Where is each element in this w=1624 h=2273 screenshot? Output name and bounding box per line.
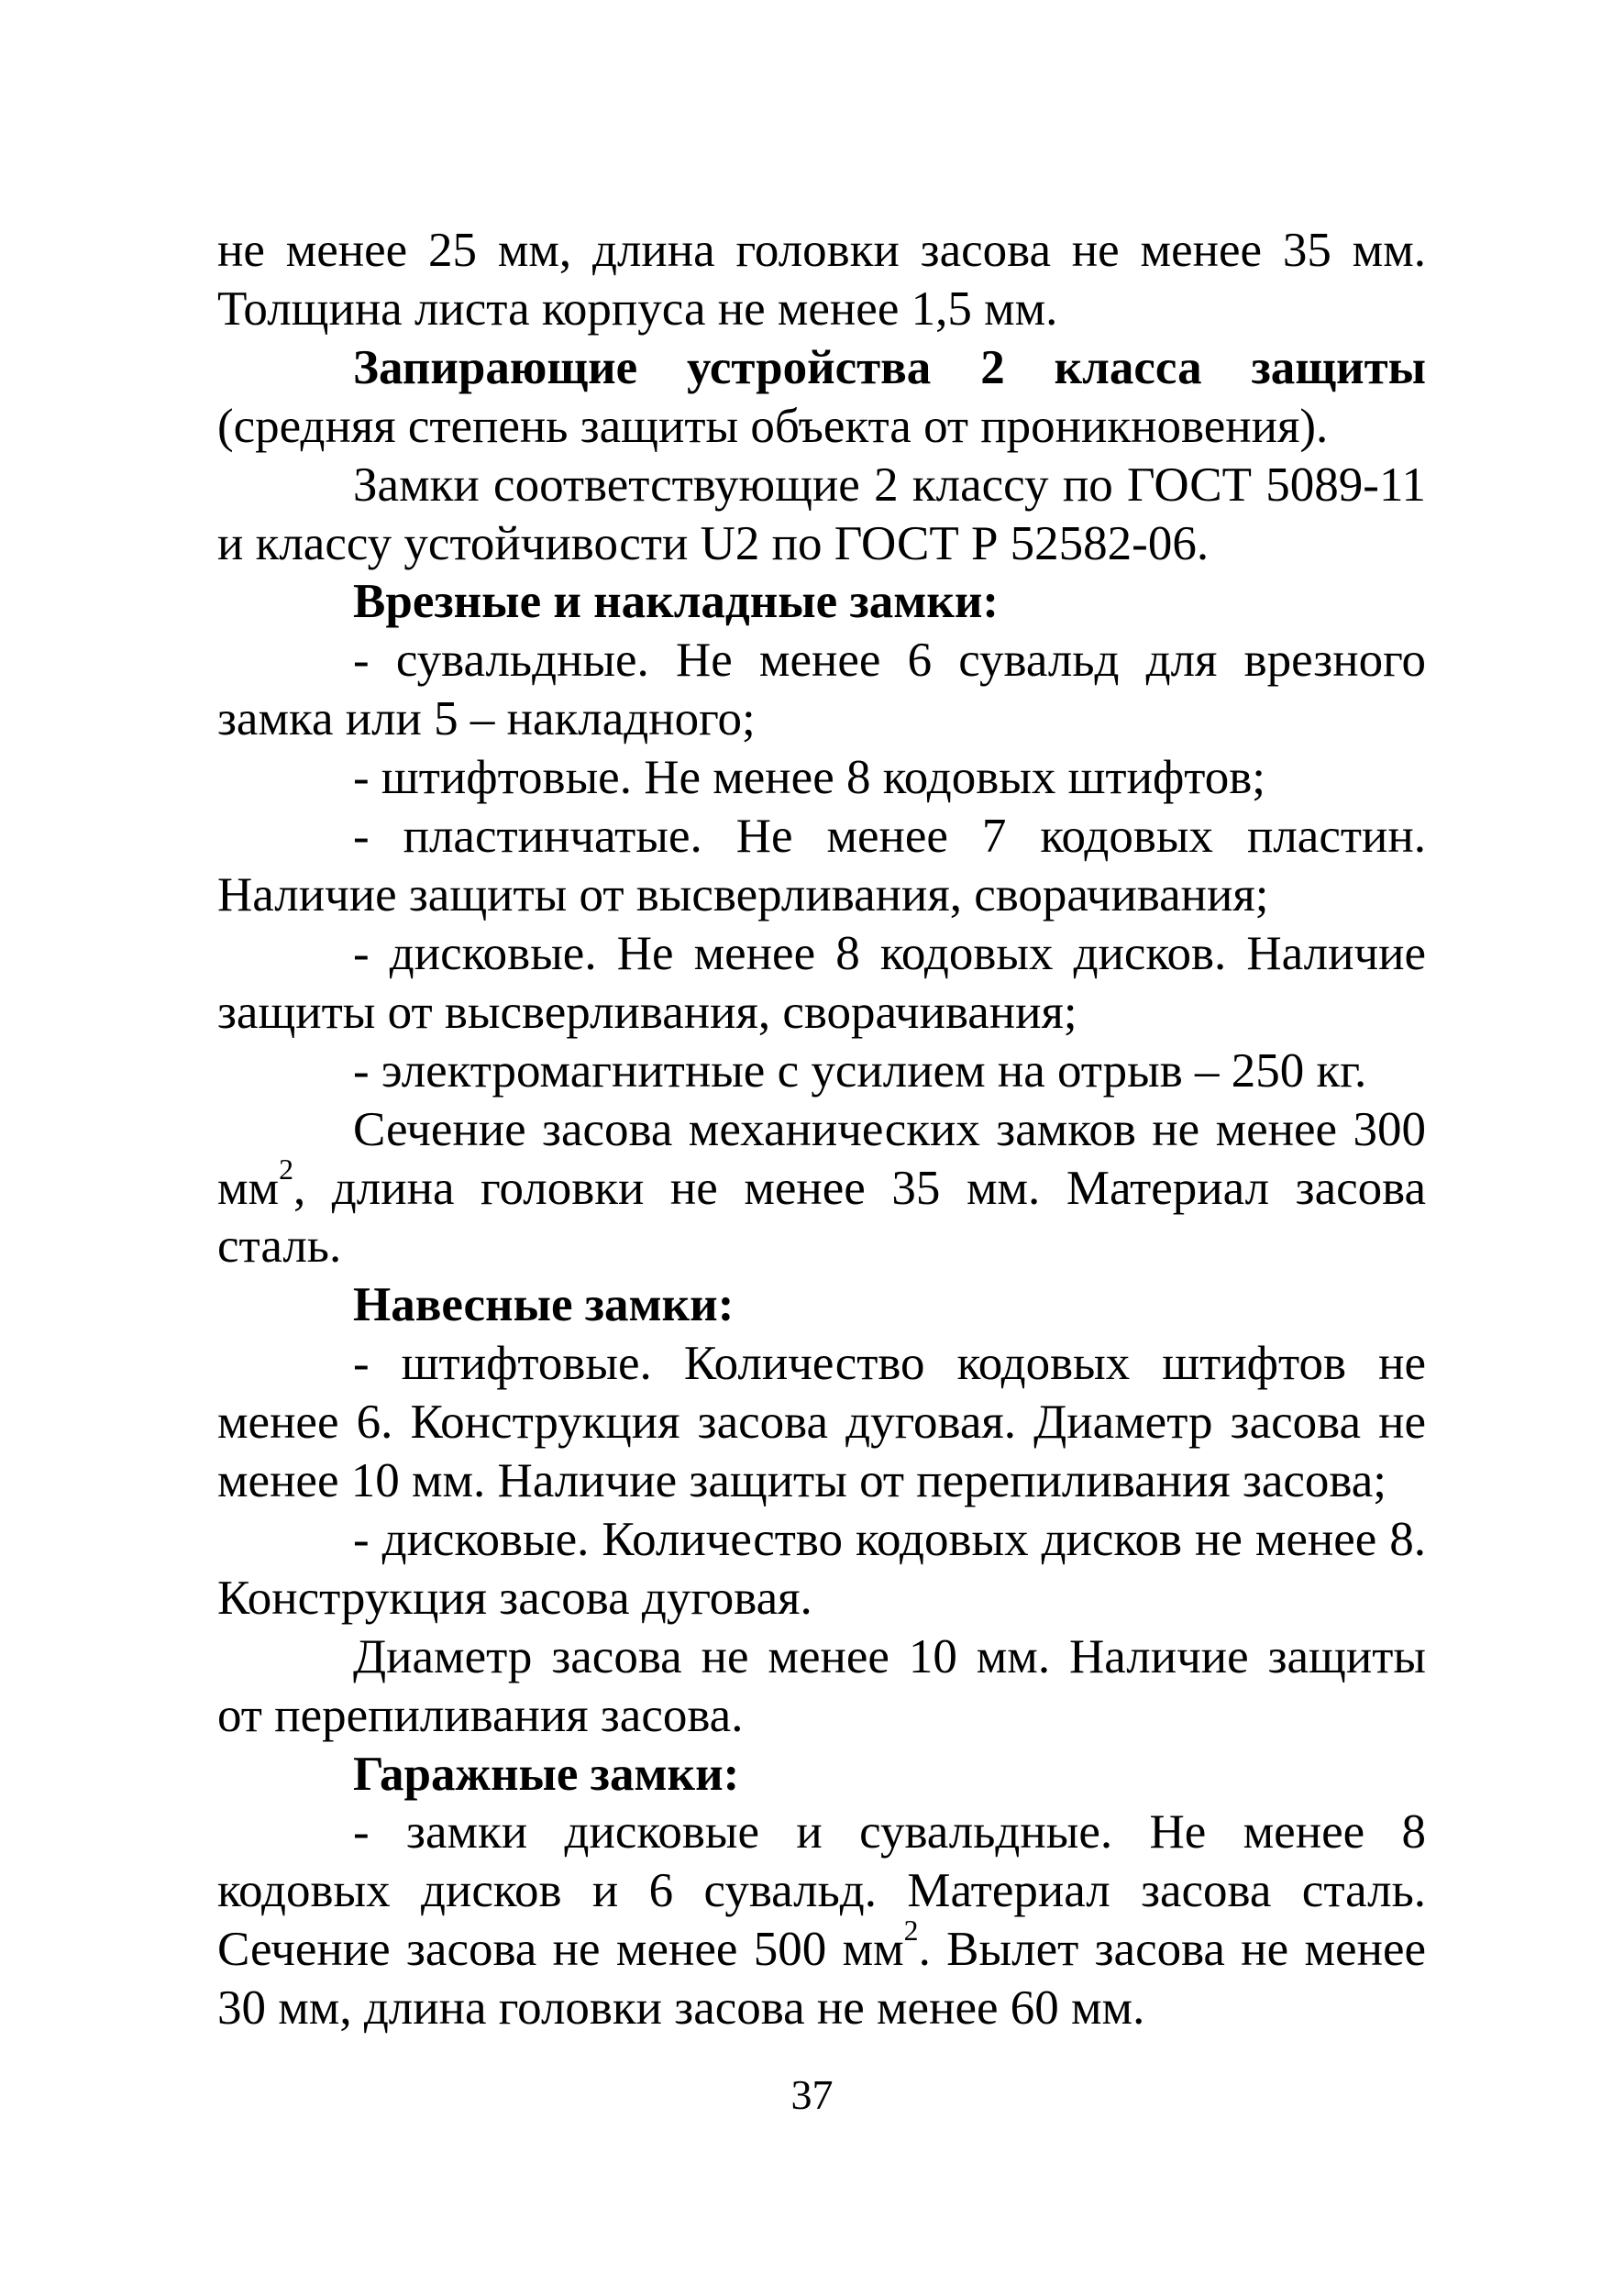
list-item-padlock-disc: - дисковые. Количество кодовых дисков не менее 8. Конструкция засова дуговая.: [217, 1512, 1426, 1625]
heading-padlocks: Навесные замки:: [353, 1278, 735, 1332]
garage-text-b: . Вылет засова не менее 30 мм, длина головки засова не менее 60 мм.: [217, 1923, 1426, 2036]
bolt-section-text-a: Сечение засова механических замков не менее 300 мм: [217, 1102, 1426, 1215]
list-item-pin: - штифтовые. Не менее 8 кодовых штифтов;: [353, 751, 1265, 805]
class2-description: (средняя степень защиты объекта от проникновения).: [217, 399, 1329, 453]
paragraph-gost: Замки соответствующие 2 классу по ГОСТ 5089-11 и классу устойчивости U2 по ГОСТ Р 52582-06.: [217, 458, 1426, 570]
body-text: [217, 222, 1426, 2038]
paragraph-bolt-section: [217, 1101, 1426, 1277]
list-item-plate: - пластинчатые. Не менее 7 кодовых пластин. Наличие защиты от высверливания, сворачивания;: [217, 810, 1426, 921]
heading-garage-locks: Гаражные замки:: [353, 1747, 740, 1801]
bolt-section-text-b: , длина головки не менее 35 мм. Материал засова сталь.: [217, 1161, 1426, 1274]
list-item-disc: - дисковые. Не менее 8 кодовых дисков. Наличие защиты от высверливания, сворачивания;: [217, 926, 1426, 1039]
list-item-garage: [217, 1804, 1426, 2038]
paragraph-continuation: не менее 25 мм, длина головки засова не менее 35 мм. Толщина листа корпуса не менее 1,5 мм.: [217, 224, 1426, 336]
paragraph-padlock-diameter: Диаметр засова не менее 10 мм. Наличие защиты от перепиливания засова.: [217, 1629, 1426, 1742]
page-number: 37: [790, 2071, 834, 2118]
list-item-padlock-pin: - штифтовые. Количество кодовых штифтов не менее 6. Конструкция засова дуговая. Диаметр засова не менее 10 мм. Наличие защиты от перепиливания засова;: [217, 1337, 1426, 1508]
list-item-electromagnetic: - электромагнитные с усилием на отрыв – 250 кг.: [353, 1043, 1367, 1098]
class2-heading: Запирающие устройства 2 класса защиты: [353, 340, 1426, 394]
superscript: 2: [279, 1153, 293, 1186]
heading-mortise-locks: Врезные и накладные замки:: [353, 575, 1000, 629]
superscript: 2: [903, 1914, 919, 1947]
garage-text-a: - замки дисковые и сувальдные. Не менее 8 кодовых дисков и 6 сувальд. Материал засова сталь. Сечение засова не менее 500 мм: [217, 1805, 1426, 1977]
list-item-lever: - сувальдные. Не менее 6 сувальд для врезного замка или 5 – накладного;: [217, 634, 1426, 746]
paragraph-class2-intro: [217, 339, 1426, 457]
